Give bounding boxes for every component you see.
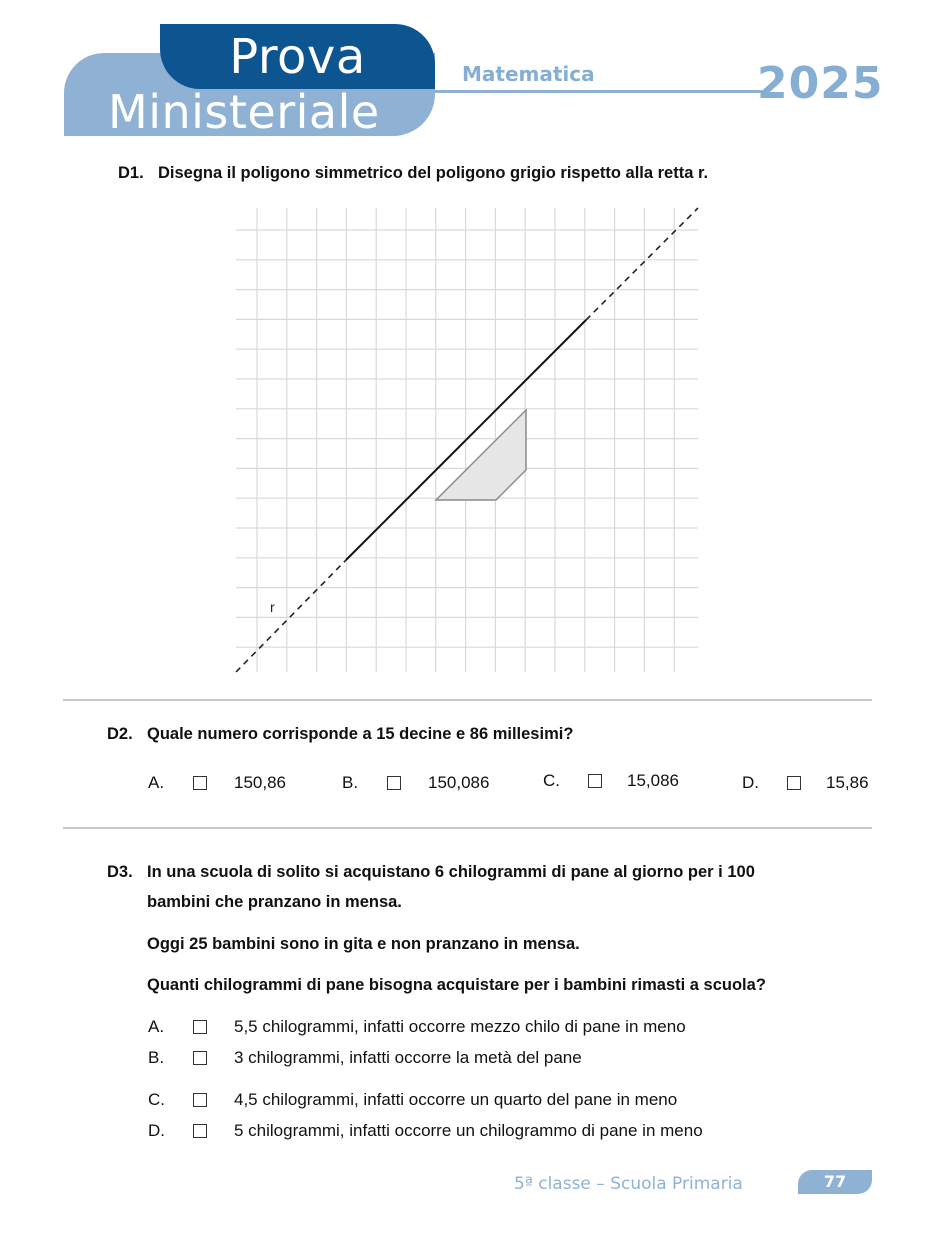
- checkbox[interactable]: [193, 1020, 207, 1034]
- question-text-line1: In una scuola di solito si acquistano 6 chilogrammi di pane al giorno per i 100: [147, 863, 755, 881]
- axis-r-dashed-lower: [236, 560, 346, 672]
- d2-option-a[interactable]: [148, 773, 286, 793]
- question-text: Quale numero corrisponde a 15 decine e 86 millesimi?: [147, 725, 574, 743]
- d3-option-b[interactable]: [148, 1048, 582, 1068]
- question-text-line2: bambini che pranzano in mensa.: [147, 893, 402, 911]
- option-letter: D.: [148, 1121, 165, 1140]
- checkbox[interactable]: [193, 1124, 207, 1138]
- header-title-prova: Prova: [229, 29, 366, 85]
- option-text: 150,86: [234, 773, 286, 792]
- option-letter: C.: [148, 1090, 165, 1109]
- question-d3: [107, 863, 755, 882]
- checkbox[interactable]: [787, 776, 801, 790]
- option-text: 15,086: [627, 771, 679, 790]
- question-text: Disegna il poligono simmetrico del poligono grigio rispetto alla retta r.: [158, 164, 709, 182]
- option-letter: B.: [148, 1048, 165, 1067]
- gray-polygon: [436, 410, 526, 500]
- page-number: 77: [798, 1170, 872, 1194]
- subject-label: Matematica: [462, 62, 595, 86]
- option-text: 5 chilogrammi, infatti occorre un chilogrammo di pane in meno: [234, 1121, 703, 1140]
- option-letter: B.: [342, 773, 359, 792]
- axis-r-label: r: [270, 599, 275, 615]
- checkbox[interactable]: [193, 1051, 207, 1065]
- option-letter: A.: [148, 1017, 165, 1036]
- d2-option-c[interactable]: [543, 771, 679, 791]
- option-letter: C.: [543, 771, 560, 790]
- d2-option-d[interactable]: [742, 773, 869, 793]
- option-text: 3 chilogrammi, infatti occorre la metà del pane: [234, 1048, 582, 1067]
- question-text-line4: Quanti chilogrammi di pane bisogna acquistare per i bambini rimasti a scuola?: [147, 976, 766, 994]
- checkbox[interactable]: [193, 1093, 207, 1107]
- year-label: 2025: [757, 58, 884, 109]
- checkbox[interactable]: [387, 776, 401, 790]
- d3-option-d[interactable]: [148, 1121, 703, 1141]
- header-title-ministeriale: Ministeriale: [108, 86, 380, 136]
- option-letter: A.: [148, 773, 165, 792]
- checkbox[interactable]: [588, 774, 602, 788]
- question-number: D2.: [107, 725, 133, 743]
- d3-option-a[interactable]: [148, 1017, 686, 1037]
- option-text: 4,5 chilogrammi, infatti occorre un quarto del pane in meno: [234, 1090, 678, 1109]
- footer-class-label: 5ª classe – Scuola Primaria: [514, 1174, 743, 1194]
- divider-2: [63, 827, 872, 829]
- axis-r-dashed-upper: [586, 208, 698, 320]
- option-text: 150,086: [428, 773, 490, 792]
- question-text-line3: Oggi 25 bambini sono in gita e non pranzano in mensa.: [147, 935, 580, 953]
- question-number: D1.: [118, 164, 144, 182]
- option-text: 5,5 chilogrammi, infatti occorre mezzo chilo di pane in meno: [234, 1017, 686, 1036]
- checkbox[interactable]: [193, 776, 207, 790]
- d2-option-b[interactable]: [342, 773, 489, 793]
- d3-option-c[interactable]: [148, 1090, 677, 1110]
- option-text: 15,86: [826, 773, 869, 792]
- divider-1: [63, 699, 872, 701]
- question-d2: [107, 725, 573, 744]
- option-letter: D.: [742, 773, 759, 792]
- question-number: D3.: [107, 863, 133, 881]
